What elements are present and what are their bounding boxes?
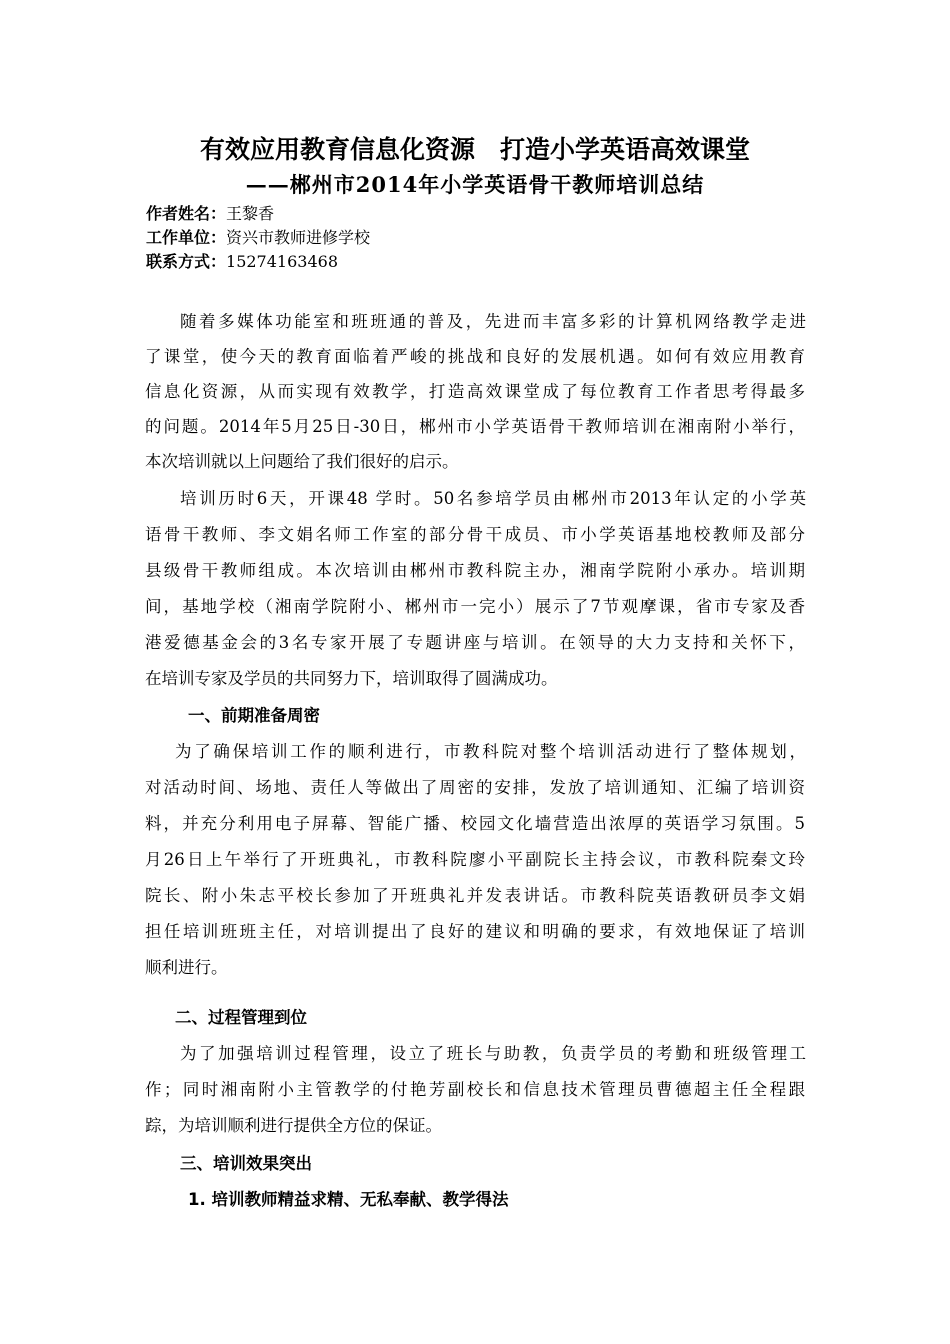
paragraph-line: 了课堂，使今天的教育面临着严峻的挑战和良好的发展机遇。如何有效应用教育 xyxy=(145,347,805,366)
paragraph-line: 的问题。2014年5月25日-30日，郴州市小学英语骨干教师培训在湘南附小举行， xyxy=(145,417,805,436)
subsection-heading: 1. 培训教师精益求精、无私奉献、教学得法 xyxy=(188,1190,509,1209)
paragraph-line: 对活动时间、场地、责任人等做出了周密的安排，发放了培训通知、汇编了培训资 xyxy=(145,778,805,797)
section-heading: 一、前期准备周密 xyxy=(188,706,320,725)
meta-label: 联系方式： xyxy=(146,252,227,271)
section-heading: 三、培训效果突出 xyxy=(180,1154,312,1173)
paragraph-line: 县级骨干教师组成。本次培训由郴州市教科院主办，湘南学院附小承办。培训期 xyxy=(145,561,805,580)
paragraph-line: 为了加强培训过程管理，设立了班长与助教，负责学员的考勤和班级管理工 xyxy=(180,1044,806,1063)
section-heading: 二、过程管理到位 xyxy=(175,1008,307,1027)
paragraph-line: 语骨干教师、李文娟名师工作室的部分骨干成员、市小学英语基地校教师及部分 xyxy=(145,525,805,544)
meta-author xyxy=(146,202,274,226)
paragraph-line: 间，基地学校（湘南学院附小、郴州市一完小）展示了7节观摩课，省市专家及香 xyxy=(145,597,805,616)
meta-value: 王黎香 xyxy=(226,204,275,223)
paragraph-line: 随着多媒体功能室和班班通的普及，先进而丰富多彩的计算机网络教学走进 xyxy=(180,312,806,331)
paragraph-line: 顺利进行。 xyxy=(145,958,228,977)
meta-label: 工作单位： xyxy=(146,228,227,247)
meta-value: 资兴市教师进修学校 xyxy=(226,228,371,247)
meta-label: 作者姓名： xyxy=(146,204,227,223)
meta-value: 15274163468 xyxy=(226,252,338,271)
document-title: 有效应用教育信息化资源 打造小学英语高效课堂 xyxy=(199,135,750,164)
paragraph-line: 在培训专家及学员的共同努力下，培训取得了圆满成功。 xyxy=(145,669,558,688)
paragraph-line: 担任培训班班主任，对培训提出了良好的建议和明确的要求，有效地保证了培训 xyxy=(145,922,805,941)
meta-organization xyxy=(146,226,370,250)
meta-contact xyxy=(146,250,338,274)
paragraph-line: 料，并充分利用电子屏幕、智能广播、校园文化墙营造出浓厚的英语学习氛围。5 xyxy=(145,814,805,833)
document-subtitle: ——郴州市2014年小学英语骨干教师培训总结 xyxy=(245,172,705,197)
paragraph-line: 培训历时6天，开课48 学时。50名参培学员由郴州市2013年认定的小学英 xyxy=(180,489,806,508)
paragraph-line: 月26日上午举行了开班典礼，市教科院廖小平副院长主持会议，市教科院秦文玲 xyxy=(145,850,805,869)
paragraph-line: 信息化资源，从而实现有效教学，打造高效课堂成了每位教育工作者思考得最多 xyxy=(145,382,805,401)
paragraph-line: 踪，为培训顺利进行提供全方位的保证。 xyxy=(145,1116,442,1135)
paragraph-line: 作；同时湘南附小主管教学的付艳芳副校长和信息技术管理员曹德超主任全程跟 xyxy=(145,1080,805,1099)
paragraph-line: 为了确保培训工作的顺利进行，市教科院对整个培训活动进行了整体规划， xyxy=(175,742,806,761)
paragraph-line: 本次培训就以上问题给了我们很好的启示。 xyxy=(145,452,459,471)
paragraph-line: 院长、附小朱志平校长参加了开班典礼并发表讲话。市教科院英语教研员李文娟 xyxy=(145,886,805,905)
paragraph-line: 港爱德基金会的3名专家开展了专题讲座与培训。在领导的大力支持和关怀下， xyxy=(145,633,805,652)
